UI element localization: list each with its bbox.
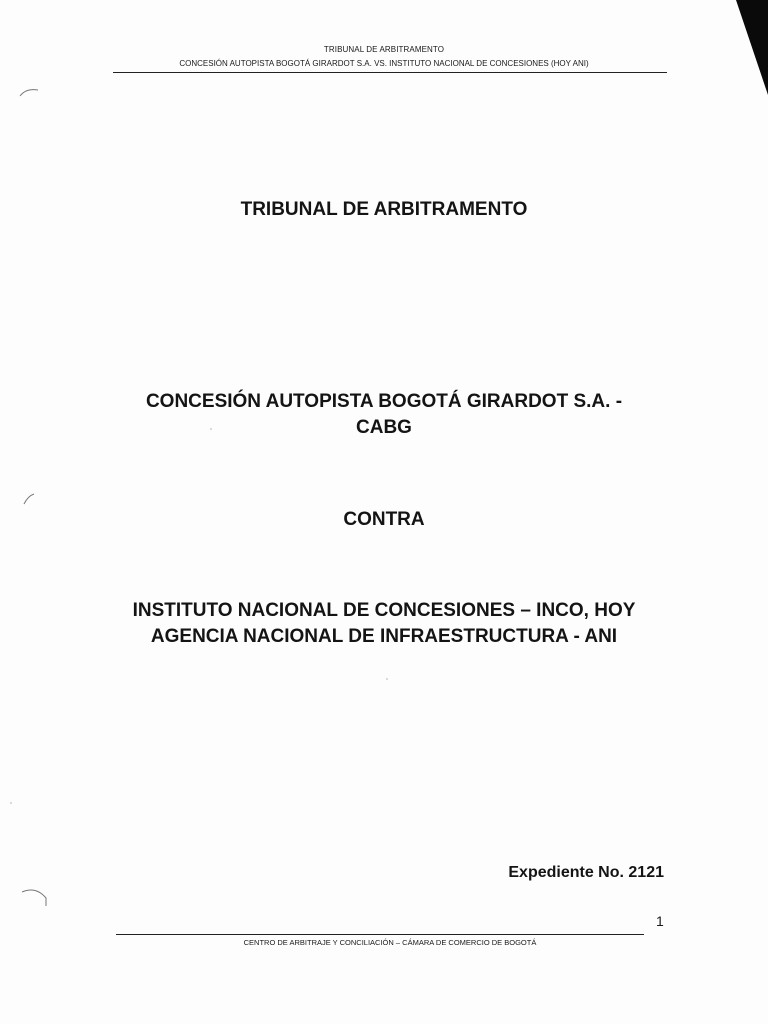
scan-speck — [10, 802, 12, 804]
page-number: 1 — [656, 913, 664, 929]
header-title: TRIBUNAL DE ARBITRAMENTO — [323, 45, 445, 54]
punch-hole-mark — [20, 884, 50, 914]
respondent-block — [0, 598, 768, 650]
respondent-line-2: AGENCIA NACIONAL DE INFRAESTRUCTURA - ANI — [150, 626, 618, 647]
respondent-line-1: INSTITUTO NACIONAL DE CONCESIONES – INCO, HOY — [132, 600, 636, 621]
footer-rule — [116, 934, 644, 935]
punch-hole-mark — [16, 82, 46, 112]
versus-label: CONTRA — [343, 509, 425, 530]
claimant-line-2: CABG — [356, 417, 412, 438]
header-subtitle: CONCESIÓN AUTOPISTA BOGOTÁ GIRARDOT S.A. VS. INSTITUTO NACIONAL DE CONCESIONES (HOY ANI) — [179, 59, 589, 68]
claimant-block — [0, 389, 768, 441]
scan-speck — [386, 678, 388, 680]
document-title: TRIBUNAL DE ARBITRAMENTO — [240, 199, 528, 220]
claimant-line-1: CONCESIÓN AUTOPISTA BOGOTÁ GIRARDOT S.A. - — [145, 391, 623, 412]
header-rule — [113, 72, 667, 73]
footer-text: CENTRO DE ARBITRAJE Y CONCILIACIÓN – CÁMARA DE COMERCIO DE BOGOTÁ — [243, 938, 537, 947]
case-number: Expediente No. 2121 — [508, 864, 664, 881]
